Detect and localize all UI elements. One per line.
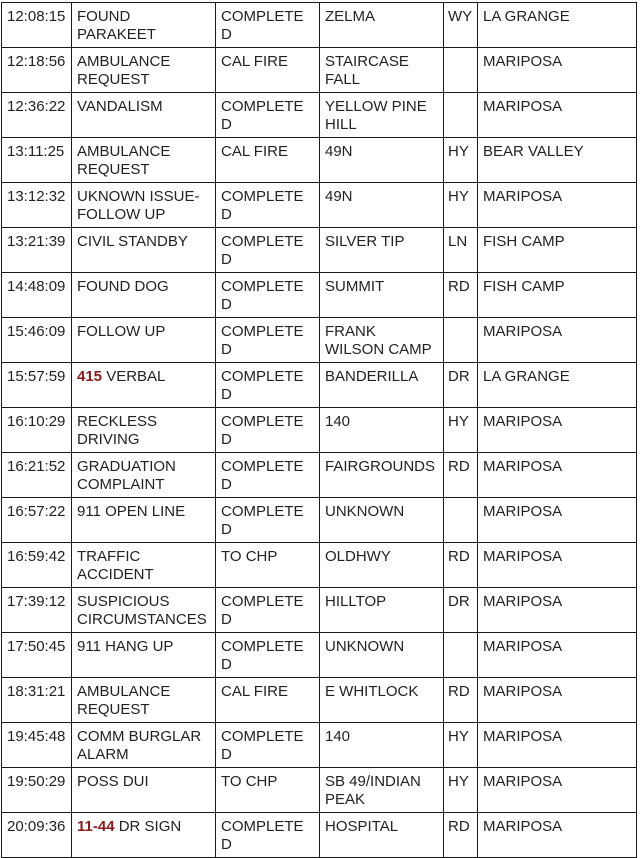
time-cell: 16:59:42 (2, 543, 72, 588)
table-row (2, 543, 637, 588)
call-type-cell: GRADUATION COMPLAINT (72, 453, 216, 498)
area-cell: MARIPOSA (478, 318, 637, 363)
area-cell: MARIPOSA (478, 93, 637, 138)
status-cell: TO CHP (216, 543, 320, 588)
time-cell: 18:31:21 (2, 678, 72, 723)
road-code-cell: RD (444, 273, 478, 318)
highlighted-code: 11-44 (77, 818, 115, 835)
call-type-cell: FOUND PARAKEET (72, 3, 216, 48)
status-cell: COMPLETED (216, 228, 320, 273)
road-code-cell (444, 633, 478, 678)
location-cell: YELLOW PINE HILL (320, 93, 444, 138)
road-code-cell (444, 48, 478, 93)
road-code-cell: RD (444, 813, 478, 858)
area-cell: MARIPOSA (478, 813, 637, 858)
call-type-cell: FOUND DOG (72, 273, 216, 318)
time-cell: 19:50:29 (2, 768, 72, 813)
location-cell: SB 49/INDIAN PEAK (320, 768, 444, 813)
status-cell: COMPLETED (216, 723, 320, 768)
status-cell: COMPLETED (216, 813, 320, 858)
status-cell: TO CHP (216, 768, 320, 813)
road-code-cell: DR (444, 363, 478, 408)
road-code-cell: LN (444, 228, 478, 273)
area-cell: LA GRANGE (478, 363, 637, 408)
location-cell: UNKNOWN (320, 498, 444, 543)
call-type-cell: UKNOWN ISSUE-FOLLOW UP (72, 183, 216, 228)
time-cell: 13:12:32 (2, 183, 72, 228)
area-cell: FISH CAMP (478, 228, 637, 273)
table-row (2, 3, 637, 48)
status-cell: COMPLETED (216, 318, 320, 363)
road-code-cell: RD (444, 453, 478, 498)
time-cell: 14:48:09 (2, 273, 72, 318)
call-type-cell (72, 813, 216, 858)
call-type-cell: VANDALISM (72, 93, 216, 138)
time-cell: 13:21:39 (2, 228, 72, 273)
call-type-text: VERBAL (102, 368, 166, 385)
location-cell: SILVER TIP (320, 228, 444, 273)
table-row (2, 408, 637, 453)
time-cell: 12:18:56 (2, 48, 72, 93)
time-cell: 16:21:52 (2, 453, 72, 498)
status-cell: COMPLETED (216, 3, 320, 48)
table-row (2, 273, 637, 318)
time-cell: 20:09:36 (2, 813, 72, 858)
call-log-table (1, 2, 637, 858)
call-type-cell (72, 363, 216, 408)
time-cell: 12:08:15 (2, 3, 72, 48)
road-code-cell (444, 318, 478, 363)
area-cell: MARIPOSA (478, 543, 637, 588)
time-cell: 17:50:45 (2, 633, 72, 678)
status-cell: COMPLETED (216, 183, 320, 228)
call-type-cell: AMBULANCE REQUEST (72, 48, 216, 93)
highlighted-code: 415 (77, 368, 103, 385)
table-row (2, 318, 637, 363)
call-type-cell: AMBULANCE REQUEST (72, 138, 216, 183)
road-code-cell (444, 498, 478, 543)
location-cell: HOSPITAL (320, 813, 444, 858)
road-code-cell: RD (444, 543, 478, 588)
area-cell: MARIPOSA (478, 48, 637, 93)
call-type-cell: COMM BURGLAR ALARM (72, 723, 216, 768)
call-type-cell: 911 HANG UP (72, 633, 216, 678)
call-type-cell: 911 OPEN LINE (72, 498, 216, 543)
area-cell: FISH CAMP (478, 273, 637, 318)
status-cell: CAL FIRE (216, 48, 320, 93)
location-cell: E WHITLOCK (320, 678, 444, 723)
location-cell: FRANK WILSON CAMP (320, 318, 444, 363)
road-code-cell: HY (444, 183, 478, 228)
area-cell: MARIPOSA (478, 678, 637, 723)
status-cell: COMPLETED (216, 633, 320, 678)
road-code-cell: HY (444, 768, 478, 813)
table-row (2, 678, 637, 723)
time-cell: 17:39:12 (2, 588, 72, 633)
table-row (2, 453, 637, 498)
call-type-cell: RECKLESS DRIVING (72, 408, 216, 453)
road-code-cell: HY (444, 723, 478, 768)
status-cell: COMPLETED (216, 588, 320, 633)
road-code-cell (444, 93, 478, 138)
location-cell: STAIRCASE FALL (320, 48, 444, 93)
location-cell: HILLTOP (320, 588, 444, 633)
location-cell: 49N (320, 138, 444, 183)
area-cell: MARIPOSA (478, 453, 637, 498)
road-code-cell: DR (444, 588, 478, 633)
time-cell: 13:11:25 (2, 138, 72, 183)
table-row (2, 363, 637, 408)
road-code-cell: WY (444, 3, 478, 48)
area-cell: MARIPOSA (478, 408, 637, 453)
call-log-body (2, 3, 637, 858)
table-row (2, 588, 637, 633)
call-type-cell: TRAFFIC ACCIDENT (72, 543, 216, 588)
location-cell: BANDERILLA (320, 363, 444, 408)
table-row (2, 93, 637, 138)
status-cell: COMPLETED (216, 363, 320, 408)
area-cell: MARIPOSA (478, 723, 637, 768)
table-row (2, 48, 637, 93)
location-cell: 49N (320, 183, 444, 228)
location-cell: UNKNOWN (320, 633, 444, 678)
status-cell: COMPLETED (216, 408, 320, 453)
table-row (2, 228, 637, 273)
status-cell: CAL FIRE (216, 138, 320, 183)
status-cell: COMPLETED (216, 273, 320, 318)
time-cell: 15:46:09 (2, 318, 72, 363)
time-cell: 19:45:48 (2, 723, 72, 768)
time-cell: 16:10:29 (2, 408, 72, 453)
location-cell: 140 (320, 723, 444, 768)
area-cell: MARIPOSA (478, 588, 637, 633)
area-cell: BEAR VALLEY (478, 138, 637, 183)
road-code-cell: RD (444, 678, 478, 723)
call-type-cell: CIVIL STANDBY (72, 228, 216, 273)
status-cell: COMPLETED (216, 453, 320, 498)
table-row (2, 498, 637, 543)
location-cell: OLDHWY (320, 543, 444, 588)
call-type-cell: POSS DUI (72, 768, 216, 813)
time-cell: 16:57:22 (2, 498, 72, 543)
status-cell: COMPLETED (216, 93, 320, 138)
road-code-cell: HY (444, 408, 478, 453)
call-type-cell: AMBULANCE REQUEST (72, 678, 216, 723)
status-cell: COMPLETED (216, 498, 320, 543)
call-type-cell: FOLLOW UP (72, 318, 216, 363)
table-row (2, 768, 637, 813)
area-cell: MARIPOSA (478, 183, 637, 228)
road-code-cell: HY (444, 138, 478, 183)
status-cell: CAL FIRE (216, 678, 320, 723)
area-cell: LA GRANGE (478, 3, 637, 48)
area-cell: MARIPOSA (478, 633, 637, 678)
time-cell: 12:36:22 (2, 93, 72, 138)
location-cell: FAIRGROUNDS (320, 453, 444, 498)
location-cell: ZELMA (320, 3, 444, 48)
call-type-text: DR SIGN (114, 818, 182, 835)
area-cell: MARIPOSA (478, 768, 637, 813)
location-cell: SUMMIT (320, 273, 444, 318)
table-row (2, 183, 637, 228)
table-row (2, 633, 637, 678)
table-row (2, 723, 637, 768)
location-cell: 140 (320, 408, 444, 453)
table-row (2, 138, 637, 183)
table-row (2, 813, 637, 858)
area-cell: MARIPOSA (478, 498, 637, 543)
call-type-cell: SUSPICIOUS CIRCUMSTANCES (72, 588, 216, 633)
time-cell: 15:57:59 (2, 363, 72, 408)
